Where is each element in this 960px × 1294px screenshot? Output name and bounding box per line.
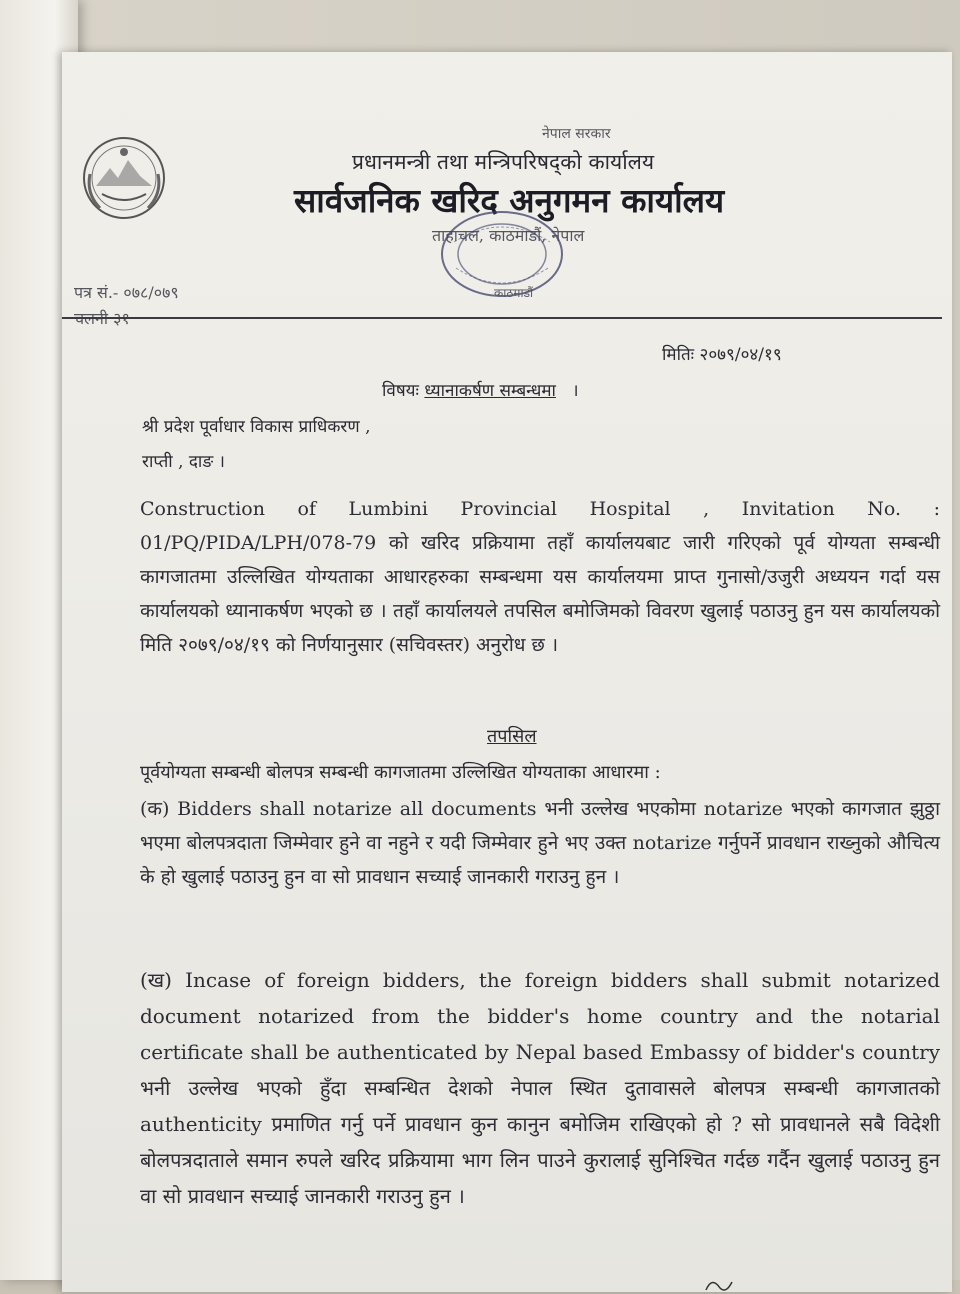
- office-name: सार्वजनिक खरिद अनुगमन कार्यालय: [294, 181, 725, 220]
- tapsil-heading: तपसिल: [487, 726, 537, 747]
- recipient-line-2: राप्ती , दाङ ।: [142, 452, 226, 472]
- subject-label: विषयः: [382, 381, 419, 401]
- recipient-line-1: श्री प्रदेश पूर्वाधार विकास प्राधिकरण ,: [142, 417, 371, 437]
- tapsil-intro: पूर्वयोग्यता सम्बन्धी बोलपत्र सम्बन्धी कागजातमा उल्लिखित योग्यताका आधारमा :: [140, 762, 661, 783]
- subject-text: ध्यानाकर्षण सम्बन्धमा: [424, 381, 556, 401]
- item-ka-paragraph: (क) Bidders shall notarize all documents भनी उल्लेख भएकोमा notarize भएको कागजात झुठ्ठा भएमा बोलपत्रदाता जिम्मेवार हुने वा नहुने र यदी जिम्मेवार हुने भए उक्त notarize गर्नुपर्ने प्रावधान राख्नुको औचित्य के हो खुलाई पठाउनु हुन वा सो प्रावधान सच्याई जानकारी गराउनु हुन ।: [140, 798, 940, 888]
- body-paragraph-1: Construction of Lumbini Provincial Hospital , Invitation No. : 01/PQ/PIDA/LPH/078-79 को खरिद प्रक्रियामा तहाँ कार्यालयबाट जारी गरिएको पूर्व योग्यता सम्बन्धी कागजातमा उल्लिखित योग्यताका आधारहरुका सम्बन्धमा यस कार्यालयमा प्राप्त गुनासो/उजुरी अध्ययन गर्दा यस कार्यालयको ध्यानाकर्षण भएको छ । तहाँ कार्यालयले तपसिल बमोजिमको विवरण खुलाई पठाउनु हुन यस कार्यालयको मिति २०७९/०४/१९ को निर्णयानुसार (सचिवस्तर) अनुरोध छ ।: [140, 498, 940, 656]
- letter-number: पत्र सं.- ०७८/०७९: [74, 283, 179, 302]
- office-parent: प्रधानमन्त्री तथा मन्त्रिपरिषद्को कार्यालय: [352, 150, 655, 174]
- subject-line: [382, 378, 579, 401]
- seal-city: काठमाडौं: [494, 286, 534, 300]
- nepal-emblem-icon: [80, 134, 168, 222]
- subject-end: ।: [572, 381, 579, 401]
- reference-numbers: [74, 280, 179, 332]
- letter-date: मितिः २०७९/०४/१९: [662, 345, 782, 365]
- government-label: नेपाल सरकार: [542, 126, 611, 142]
- office-address: ताहाचल, काठमाडौं, नेपाल: [432, 226, 585, 245]
- item-kha-paragraph: (ख) Incase of foreign bidders, the foreign bidders shall submit notarized document notarized from the bidder's home country and the notarial certificate shall be authenticated by Nepal based Embassy of bidder's country भनी उल्लेख भएको हुँदा सम्बन्धित देशको नेपाल स्थित दुतावासले बोलपत्र सम्बन्धी कागजातको authenticity प्रमाणित गर्नु पर्ने प्रावधान कुन कानुन बमोजिम राखिएको हो ? सो प्रावधानले सबै विदेशी बोलपत्रदाताले समान रुपले खरिद प्रक्रियामा भाग लिन पाउने कुरालाई सुनिश्चित गर्दछ गर्दैन खुलाई पठाउनु हुन वा सो प्रावधान सच्याई जानकारी गराउनु हुन ।: [140, 968, 940, 1208]
- header-divider: [62, 317, 942, 319]
- letter-page: [62, 52, 952, 1292]
- dispatch-number: [74, 306, 179, 332]
- handwritten-mark-icon: [702, 1274, 742, 1294]
